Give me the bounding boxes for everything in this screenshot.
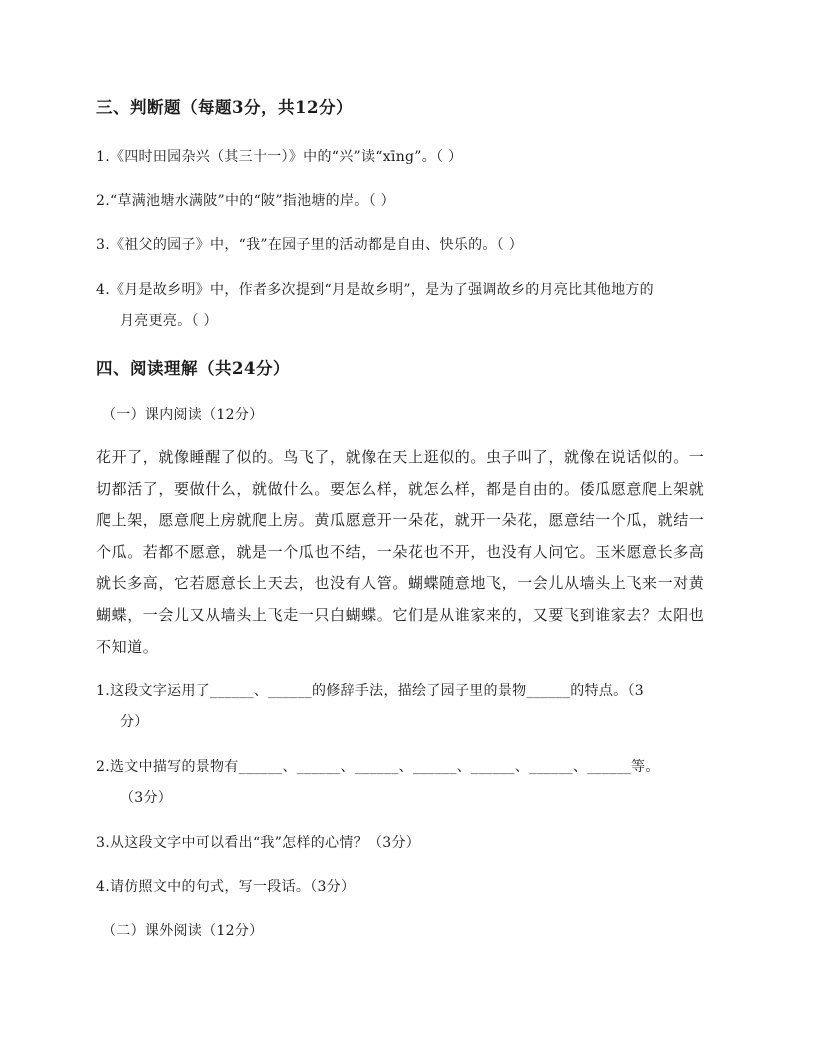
reading-passage xyxy=(96,442,726,663)
reading-question-2-continued: （3分） xyxy=(120,790,173,806)
judge-question-4: 4.《月是故乡明》中，作者多次提到“月是故乡明”，是为了强调故乡的月亮比其他地方的 xyxy=(96,282,654,298)
passage-line: 就长多高，它若愿意长上天去，也没有人管。蝴蝶随意地飞，一会儿从墙头上飞来一对黄 xyxy=(96,574,705,593)
passage-line: 花开了，就像睡醒了似的。鸟飞了，就像在天上逛似的。虫子叫了，就像在说话似的。一 xyxy=(96,448,705,466)
reading-question-2: 2.选文中描写的景物有______、______、______、______、______、______、______等。 xyxy=(96,759,660,775)
judge-question-4-continued: 月亮更亮。（ ） xyxy=(120,313,218,329)
judge-question-3: 3.《祖父的园子》中，“我”在园子里的活动都是自由、快乐的。（ ） xyxy=(96,237,524,253)
reading-question-3: 3.从这段文字中可以看出“我”怎样的心情？（3分） xyxy=(96,835,421,851)
passage-line: 个瓜。若都不愿意，就是一个瓜也不结，一朵花也不开，也没有人问它。玉米愿意长多高 xyxy=(96,542,705,561)
reading-question-1-continued: 分） xyxy=(120,714,149,730)
part-1-title: （一）课内阅读（12分） xyxy=(102,407,264,423)
reading-question-1: 1.这段文字运用了______、______的修辞手法，描绘了园子里的景物______的特点。（3 xyxy=(96,683,644,699)
passage-line: 不知道。 xyxy=(96,637,159,656)
passage-line: 爬上架，愿意爬上房就爬上房。黄瓜愿意开一朵花，就开一朵花，愿意结一个瓜，就结一 xyxy=(96,511,705,530)
section-3-title: 三、判断题（每题3分，共12分） xyxy=(96,98,353,117)
reading-question-4: 4.请仿照文中的句式，写一段话。（3分） xyxy=(96,879,356,895)
part-2-title: （二）课外阅读（12分） xyxy=(102,923,264,939)
judge-question-2: 2.“草满池塘水满陂”中的“陂”指池塘的岸。（ ） xyxy=(96,193,395,209)
section-4-title: 四、阅读理解（共24分） xyxy=(96,359,290,378)
passage-line: 蝴蝶，一会儿又从墙头上飞走一只白蝴蝶。它们是从谁家来的，又要飞到谁家去？太阳也 xyxy=(96,605,705,624)
judge-question-1: 1.《四时田园杂兴（其三十一）》中的“兴”读“xīng”。（ ） xyxy=(96,149,463,165)
passage-line: 切都活了，要做什么，就做什么。要怎么样，就怎么样，都是自由的。倭瓜愿意爬上架就 xyxy=(96,479,705,498)
